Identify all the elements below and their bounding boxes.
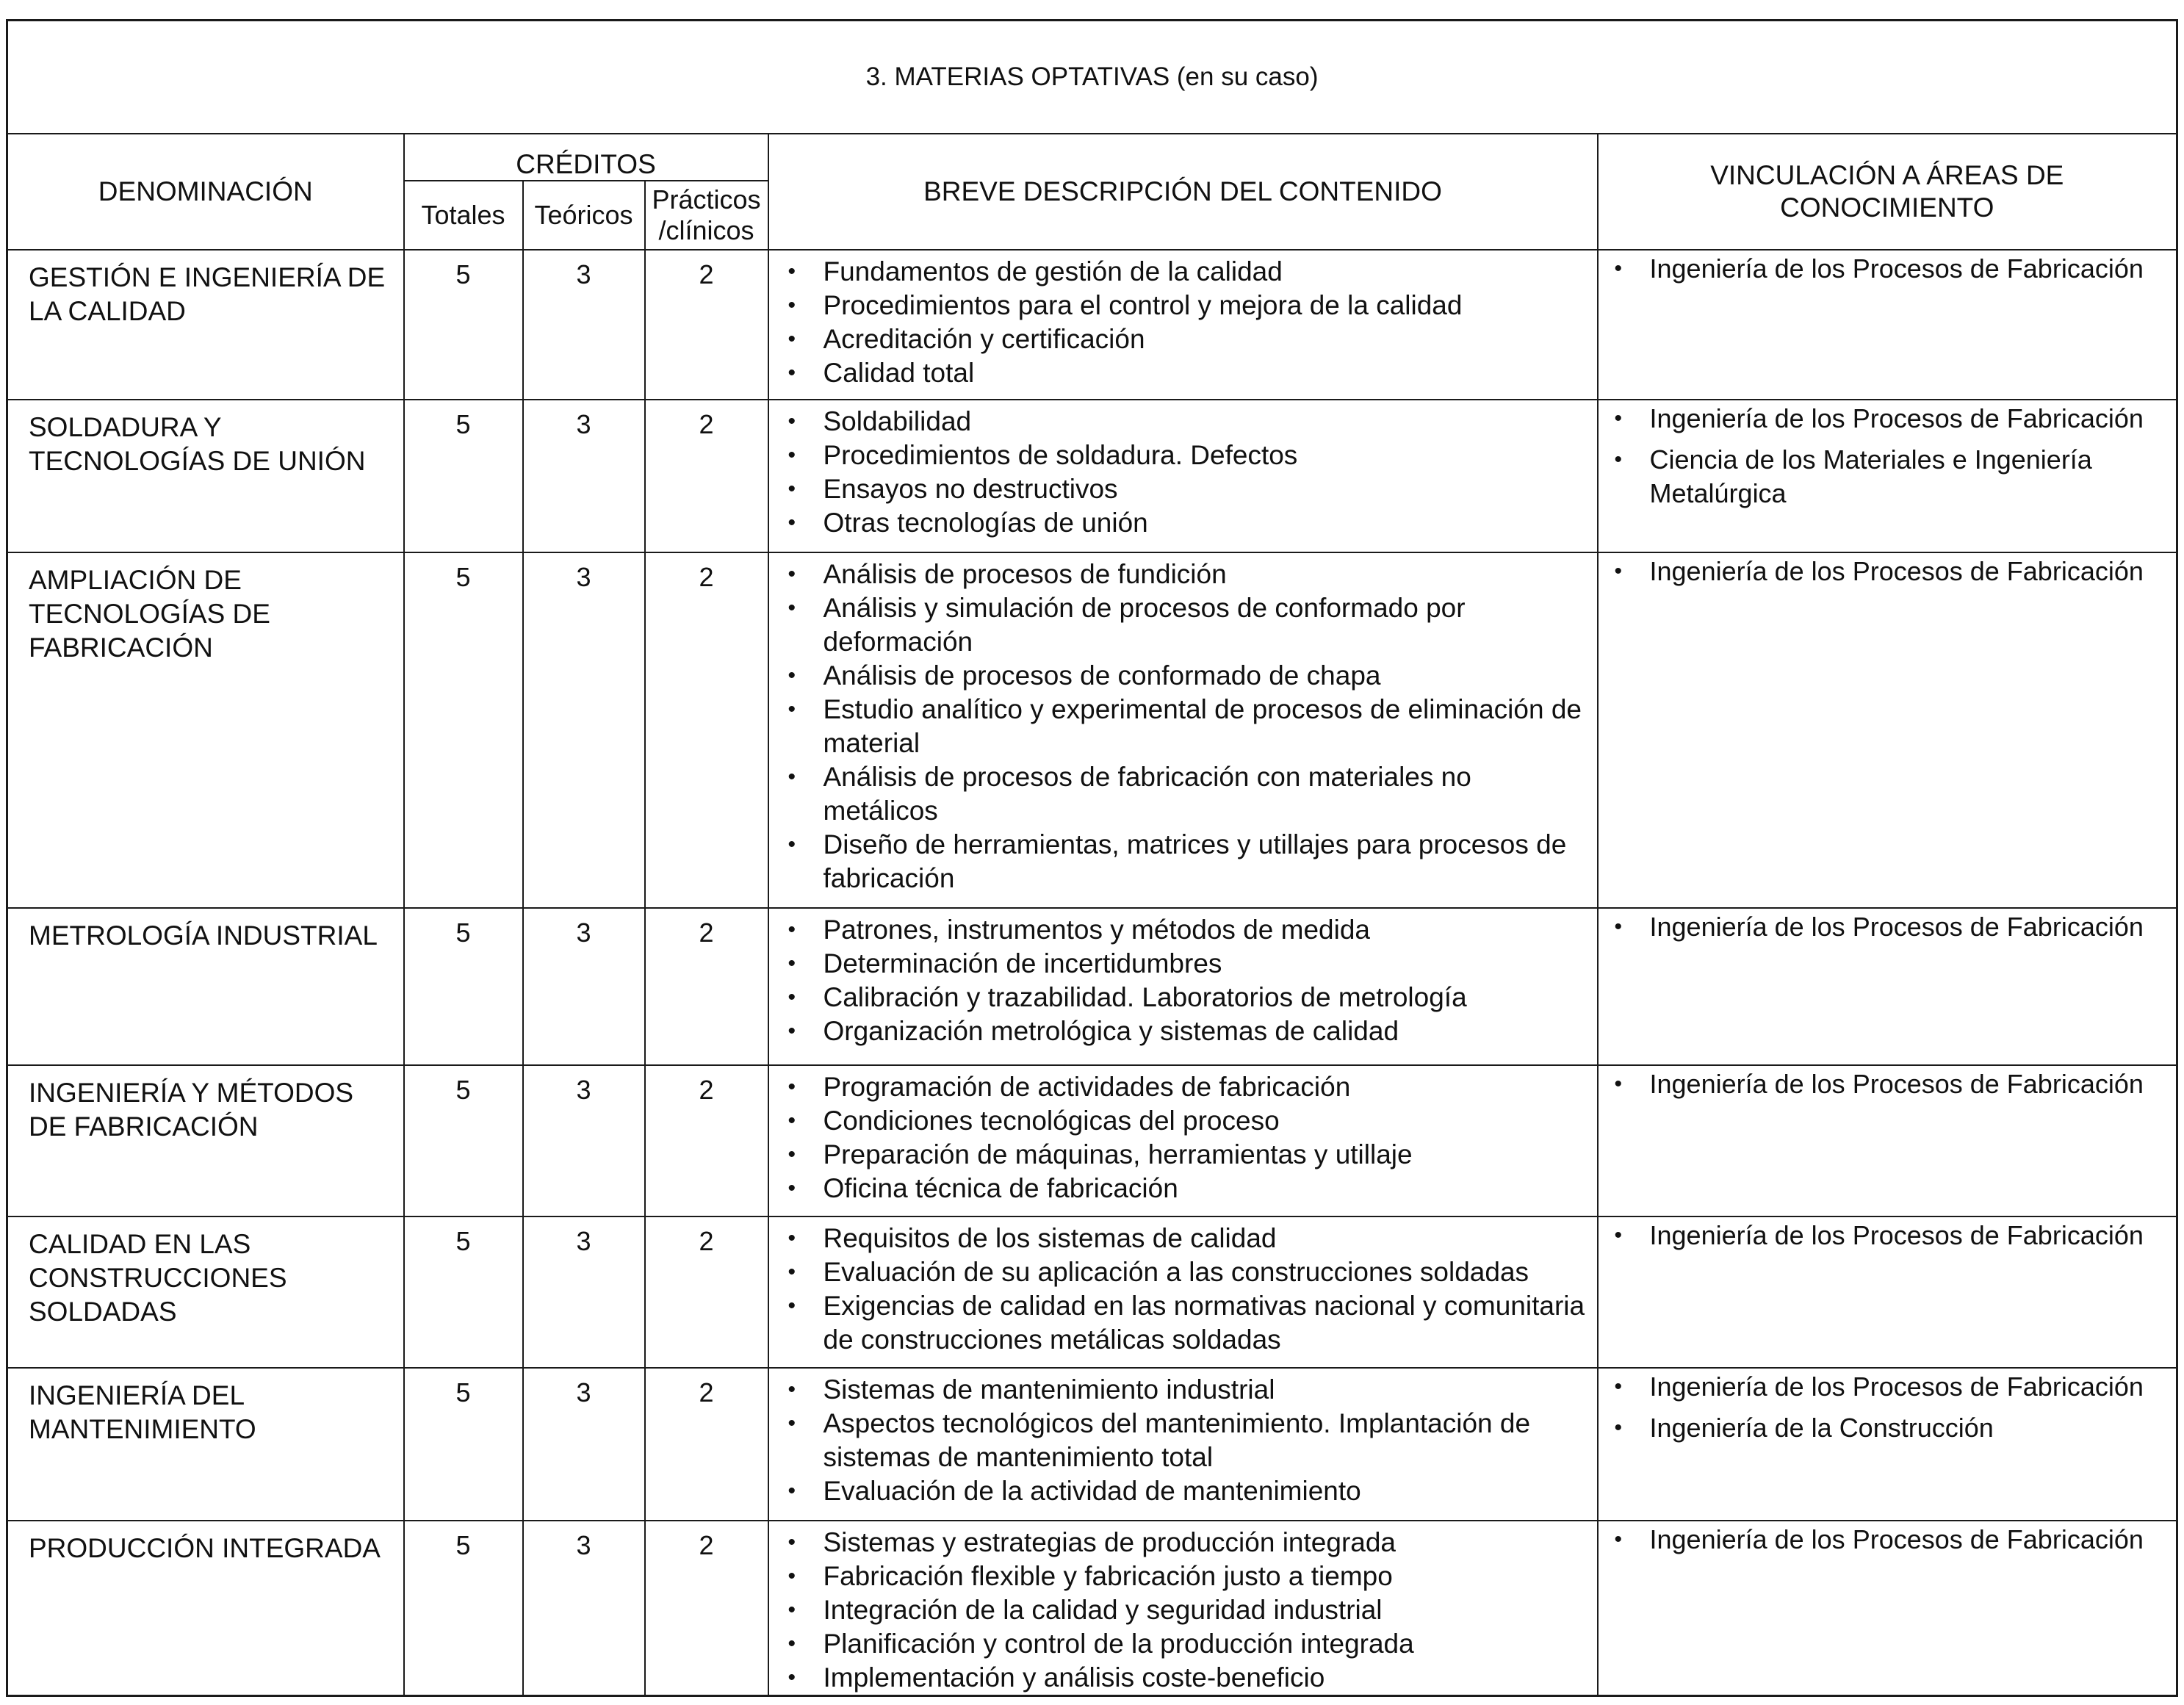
subject-name: INGENIERÍA Y MÉTODOS DE FABRICACIÓN: [7, 1065, 404, 1216]
area-item: [1604, 910, 2174, 944]
content-list: [769, 1521, 1597, 1695]
credits-practicos: 2: [645, 1521, 768, 1696]
content-item-text: Procedimientos de soldadura. Defectos: [823, 440, 1298, 470]
credits-totales: 5: [404, 400, 523, 552]
credits-totales: 5: [404, 552, 523, 908]
credits-teoricos: 3: [523, 250, 645, 400]
content-item: [782, 591, 1587, 659]
optional-subjects-table: [6, 19, 2178, 1697]
area-list: [1599, 1521, 2177, 1557]
header-totales: Totales: [404, 181, 523, 250]
section-title: 3. MATERIAS OPTATIVAS (en su caso): [7, 21, 2177, 134]
bullet-icon: •: [1614, 915, 1623, 939]
content-item-text: Exigencias de calidad en las normativas nacional y comunitaria de construcciones metálicas soldadas: [823, 1291, 1585, 1355]
credits-practicos: 2: [645, 908, 768, 1065]
content-description: [768, 908, 1598, 1065]
area-item: [1604, 1067, 2174, 1101]
subject-row: [7, 552, 2177, 908]
content-list: [769, 909, 1597, 1048]
bullet-icon: •: [788, 951, 796, 976]
area-list: [1599, 250, 2177, 286]
content-item-text: Procedimientos para el control y mejora de la calidad: [823, 290, 1463, 320]
content-item-text: Determinación de incertidumbres: [823, 948, 1222, 978]
area-item-text: Ingeniería de los Procesos de Fabricación: [1649, 556, 2144, 586]
bullet-icon: •: [788, 1598, 796, 1622]
bullet-icon: •: [1614, 447, 1623, 472]
credits-teoricos: 3: [523, 1065, 645, 1216]
bullet-icon: •: [788, 1260, 796, 1284]
knowledge-areas: [1598, 552, 2177, 908]
bullet-icon: •: [788, 1176, 796, 1200]
bullet-icon: •: [788, 985, 796, 1009]
bullet-icon: •: [1614, 1072, 1623, 1096]
bullet-icon: •: [788, 765, 796, 789]
credits-teoricos: 3: [523, 552, 645, 908]
subject-name: GESTIÓN E INGENIERÍA DE LA CALIDAD: [7, 250, 404, 400]
bullet-icon: •: [788, 832, 796, 857]
content-item-text: Requisitos de los sistemas de calidad: [823, 1223, 1277, 1253]
bullet-icon: •: [788, 596, 796, 620]
knowledge-areas: [1598, 908, 2177, 1065]
area-item: [1604, 1219, 2174, 1252]
content-description: [768, 1065, 1598, 1216]
area-item: [1604, 402, 2174, 436]
content-description: [768, 1216, 1598, 1368]
content-item-text: Aspectos tecnológicos del mantenimiento. Implantación de sistemas de mantenimiento total: [823, 1408, 1531, 1472]
document-page: [6, 19, 2176, 1693]
area-item-text: Ingeniería de los Procesos de Fabricación: [1649, 253, 2144, 284]
content-item: [782, 828, 1587, 895]
content-item-text: Organización metrológica y sistemas de calidad: [823, 1016, 1399, 1046]
area-item-text: Ingeniería de los Procesos de Fabricación: [1649, 1524, 2144, 1554]
bullet-icon: •: [1614, 406, 1623, 430]
bullet-icon: •: [788, 697, 796, 721]
header-descripcion: BREVE DESCRIPCIÓN DEL CONTENIDO: [768, 134, 1598, 250]
content-item-text: Ensayos no destructivos: [823, 474, 1118, 504]
content-item-text: Calibración y trazabilidad. Laboratorios de metrología: [823, 982, 1467, 1012]
content-list: [769, 1369, 1597, 1508]
content-item-text: Sistemas y estrategias de producción integrada: [823, 1527, 1396, 1557]
bullet-icon: •: [788, 562, 796, 586]
area-item-text: Ingeniería de los Procesos de Fabricación: [1649, 1371, 2144, 1402]
knowledge-areas: [1598, 400, 2177, 552]
header-vinculacion: VINCULACIÓN A ÁREAS DE CONOCIMIENTO: [1598, 134, 2177, 250]
header-denominacion: DENOMINACIÓN: [7, 134, 404, 250]
bullet-icon: •: [1614, 559, 1623, 583]
area-item: [1604, 1411, 2174, 1445]
credits-practicos: 2: [645, 400, 768, 552]
credits-teoricos: 3: [523, 400, 645, 552]
knowledge-areas: [1598, 1216, 2177, 1368]
content-item-text: Implementación y análisis coste-beneficio: [823, 1662, 1325, 1693]
credits-teoricos: 3: [523, 1521, 645, 1696]
area-item: [1604, 1370, 2174, 1404]
bullet-icon: •: [788, 1479, 796, 1503]
content-item: [782, 439, 1587, 472]
bullet-icon: •: [788, 1665, 796, 1690]
bullet-icon: •: [788, 1075, 796, 1099]
credits-totales: 5: [404, 1065, 523, 1216]
bullet-icon: •: [788, 1530, 796, 1554]
credits-totales: 5: [404, 1368, 523, 1521]
bullet-icon: •: [788, 663, 796, 688]
bullet-icon: •: [788, 361, 796, 385]
content-item-text: Fundamentos de gestión de la calidad: [823, 256, 1283, 286]
content-item: [782, 356, 1587, 390]
knowledge-areas: [1598, 1065, 2177, 1216]
content-item: [782, 472, 1587, 506]
credits-totales: 5: [404, 1216, 523, 1368]
content-item: [782, 760, 1587, 828]
knowledge-areas: [1598, 250, 2177, 400]
bullet-icon: •: [788, 1226, 796, 1250]
content-item-text: Programación de actividades de fabricación: [823, 1072, 1351, 1102]
content-item: [782, 1627, 1587, 1661]
content-item: [782, 558, 1587, 591]
credits-totales: 5: [404, 1521, 523, 1696]
content-item: [782, 1104, 1587, 1138]
area-list: [1599, 1217, 2177, 1252]
content-description: [768, 1521, 1598, 1696]
area-item: [1604, 555, 2174, 588]
content-item-text: Planificación y control de la producción integrada: [823, 1629, 1414, 1659]
credits-practicos: 2: [645, 250, 768, 400]
area-list: [1599, 553, 2177, 588]
area-item-text: Ingeniería de la Construcción: [1649, 1413, 1994, 1443]
bullet-icon: •: [1614, 1527, 1623, 1551]
bullet-icon: •: [788, 443, 796, 467]
area-item: [1604, 252, 2174, 286]
content-item: [782, 693, 1587, 760]
bullet-icon: •: [788, 327, 796, 351]
content-item: [782, 506, 1587, 540]
content-item-text: Soldabilidad: [823, 406, 972, 436]
bullet-icon: •: [788, 1632, 796, 1656]
subject-row: [7, 908, 2177, 1065]
content-item-text: Integración de la calidad y seguridad industrial: [823, 1595, 1383, 1625]
area-item-text: Ingeniería de los Procesos de Fabricación: [1649, 1069, 2144, 1099]
bullet-icon: •: [788, 259, 796, 284]
area-item-text: Ingeniería de los Procesos de Fabricación: [1649, 1220, 2144, 1250]
bullet-icon: •: [788, 511, 796, 535]
content-item: [782, 289, 1587, 322]
bullet-icon: •: [788, 409, 796, 433]
subject-rows: [7, 250, 2177, 1696]
content-item: [782, 1138, 1587, 1172]
credits-teoricos: 3: [523, 1368, 645, 1521]
content-item-text: Otras tecnologías de unión: [823, 508, 1148, 538]
content-list: [769, 1217, 1597, 1357]
subject-name: INGENIERÍA DEL MANTENIMIENTO: [7, 1368, 404, 1521]
subject-name: SOLDADURA Y TECNOLOGÍAS DE UNIÓN: [7, 400, 404, 552]
bullet-icon: •: [1614, 1416, 1623, 1440]
content-item-text: Análisis de procesos de conformado de chapa: [823, 660, 1381, 691]
bullet-icon: •: [788, 477, 796, 501]
content-item-text: Análisis y simulación de procesos de conformado por deformación: [823, 593, 1466, 657]
content-item-text: Preparación de máquinas, herramientas y utillaje: [823, 1139, 1413, 1169]
area-list: [1599, 909, 2177, 944]
content-item: [782, 1172, 1587, 1205]
subject-row: [7, 1368, 2177, 1521]
bullet-icon: •: [788, 1109, 796, 1133]
content-item: [782, 913, 1587, 947]
content-item: [782, 1255, 1587, 1289]
content-item-text: Evaluación de la actividad de mantenimiento: [823, 1476, 1361, 1506]
content-item: [782, 1289, 1587, 1357]
content-item: [782, 1474, 1587, 1508]
credits-practicos: 2: [645, 552, 768, 908]
content-description: [768, 552, 1598, 908]
content-item: [782, 1070, 1587, 1104]
bullet-icon: •: [788, 1564, 796, 1588]
content-list: [769, 250, 1597, 390]
content-item: [782, 1407, 1587, 1474]
bullet-icon: •: [788, 1411, 796, 1435]
content-item: [782, 981, 1587, 1014]
knowledge-areas: [1598, 1521, 2177, 1696]
content-description: [768, 1368, 1598, 1521]
content-item: [782, 947, 1587, 981]
header-teoricos: Teóricos: [523, 181, 645, 250]
area-list: [1599, 1066, 2177, 1101]
area-item-text: Ingeniería de los Procesos de Fabricación: [1649, 912, 2144, 942]
content-item-text: Calidad total: [823, 358, 975, 388]
content-item: [782, 322, 1587, 356]
content-description: [768, 250, 1598, 400]
bullet-icon: •: [788, 918, 796, 942]
bullet-icon: •: [788, 293, 796, 317]
subject-name: METROLOGÍA INDUSTRIAL: [7, 908, 404, 1065]
subject-row: [7, 250, 2177, 400]
content-item-text: Sistemas de mantenimiento industrial: [823, 1374, 1275, 1405]
content-item: [782, 1560, 1587, 1593]
content-description: [768, 400, 1598, 552]
bullet-icon: •: [1614, 1374, 1623, 1399]
content-item: [782, 1593, 1587, 1627]
content-item: [782, 1661, 1587, 1695]
bullet-icon: •: [788, 1377, 796, 1402]
content-list: [769, 553, 1597, 895]
content-item: [782, 1373, 1587, 1407]
area-list: [1599, 400, 2177, 511]
bullet-icon: •: [1614, 1223, 1623, 1247]
credits-totales: 5: [404, 908, 523, 1065]
credits-practicos: 2: [645, 1368, 768, 1521]
subject-name: AMPLIACIÓN DE TECNOLOGÍAS DE FABRICACIÓN: [7, 552, 404, 908]
content-item-text: Evaluación de su aplicación a las construcciones soldadas: [823, 1257, 1529, 1287]
content-item: [782, 405, 1587, 439]
knowledge-areas: [1598, 1368, 2177, 1521]
bullet-icon: •: [788, 1019, 796, 1043]
credits-teoricos: 3: [523, 908, 645, 1065]
content-item: [782, 659, 1587, 693]
content-item-text: Análisis de procesos de fundición: [823, 559, 1227, 589]
credits-teoricos: 3: [523, 1216, 645, 1368]
content-item: [782, 255, 1587, 289]
area-list: [1599, 1369, 2177, 1445]
content-list: [769, 400, 1597, 540]
area-item-text: Ingeniería de los Procesos de Fabricación: [1649, 403, 2144, 433]
area-item: [1604, 1523, 2174, 1557]
credits-practicos: 2: [645, 1065, 768, 1216]
bullet-icon: •: [788, 1294, 796, 1318]
content-item: [782, 1014, 1587, 1048]
content-item-text: Diseño de herramientas, matrices y utillajes para procesos de fabricación: [823, 829, 1567, 893]
subject-name: CALIDAD EN LAS CONSTRUCCIONES SOLDADAS: [7, 1216, 404, 1368]
content-item-text: Oficina técnica de fabricación: [823, 1173, 1178, 1203]
area-item-text: Ciencia de los Materiales e Ingeniería Metalúrgica: [1649, 444, 2092, 508]
content-item: [782, 1222, 1587, 1255]
credits-totales: 5: [404, 250, 523, 400]
content-item-text: Acreditación y certificación: [823, 324, 1145, 354]
subject-row: [7, 400, 2177, 552]
subject-row: [7, 1521, 2177, 1696]
content-item-text: Análisis de procesos de fabricación con materiales no metálicos: [823, 762, 1471, 826]
content-item-text: Estudio analítico y experimental de procesos de eliminación de material: [823, 694, 1582, 758]
content-item: [782, 1526, 1587, 1560]
content-item-text: Condiciones tecnológicas del proceso: [823, 1106, 1280, 1136]
header-practicos: Prácticos /clínicos: [645, 181, 768, 250]
credits-practicos: 2: [645, 1216, 768, 1368]
subject-row: [7, 1065, 2177, 1216]
subject-name: PRODUCCIÓN INTEGRADA: [7, 1521, 404, 1696]
content-item-text: Patrones, instrumentos y métodos de medida: [823, 915, 1370, 945]
content-item-text: Fabricación flexible y fabricación justo a tiempo: [823, 1561, 1393, 1591]
subject-row: [7, 1216, 2177, 1368]
bullet-icon: •: [1614, 256, 1623, 281]
area-item: [1604, 443, 2174, 511]
content-list: [769, 1066, 1597, 1205]
header-creditos: CRÉDITOS: [404, 134, 768, 181]
bullet-icon: •: [788, 1142, 796, 1167]
